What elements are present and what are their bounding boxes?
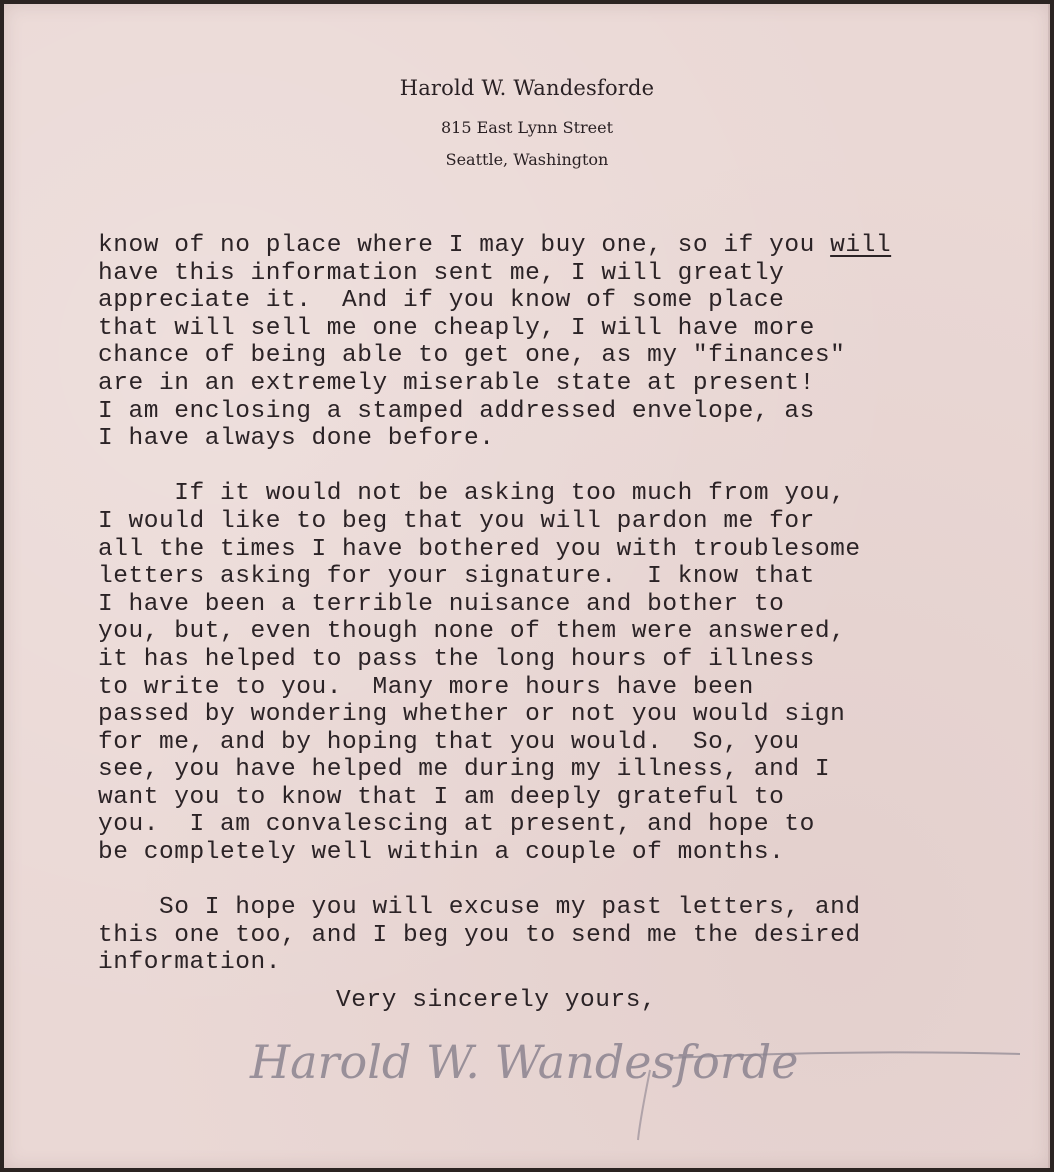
body-line: passed by wondering whether or not you would sign bbox=[98, 701, 846, 729]
body-line: for me, and by hoping that you would. So, you bbox=[98, 728, 800, 756]
underlined-word: will bbox=[830, 232, 892, 259]
letterhead-street: 815 East Lynn Street bbox=[440, 118, 614, 137]
body-line: have this information sent me, I will greatly bbox=[98, 259, 785, 287]
body-line: I have always done before. bbox=[98, 425, 495, 453]
body-line: it has helped to pass the long hours of illness bbox=[98, 645, 815, 673]
body-line: be completely well within a couple of months. bbox=[98, 839, 785, 867]
body-line: are in an extremely miserable state at present! bbox=[98, 369, 815, 397]
letterhead-name: Harold W. Wandesforde bbox=[399, 76, 655, 100]
body-line-text: know of no place where I may buy one, so if you bbox=[98, 232, 831, 259]
body-line bbox=[98, 232, 998, 260]
body-line: want you to know that I am deeply grateful to bbox=[98, 783, 785, 811]
body-line: you. I am convalescing at present, and hope to bbox=[98, 811, 815, 839]
body-line: I would like to beg that you will pardon me for bbox=[98, 507, 815, 535]
body-line: to write to you. Many more hours have been bbox=[98, 673, 754, 701]
body-line: this one too, and I beg you to send me the desired bbox=[98, 921, 861, 949]
letterhead-city: Seattle, Washington bbox=[445, 150, 609, 169]
body-line: appreciate it. And if you know of some place bbox=[98, 287, 785, 315]
paper-fold-edge bbox=[1048, 4, 1050, 1168]
body-line: chance of being able to get one, as my "finances" bbox=[98, 342, 846, 370]
paragraph-gap bbox=[98, 867, 998, 895]
body-line: letters asking for your signature. I know that bbox=[98, 563, 815, 591]
handwritten-signature bbox=[240, 1010, 1030, 1150]
body-line: So I hope you will excuse my past letters, and bbox=[98, 894, 861, 922]
body-line: see, you have helped me during my illness, and I bbox=[98, 756, 831, 784]
letter-body bbox=[98, 232, 998, 977]
paragraph-gap bbox=[98, 453, 998, 481]
body-line: I am enclosing a stamped addressed envelope, as bbox=[98, 397, 815, 425]
body-line: all the times I have bothered you with troublesome bbox=[98, 535, 861, 563]
body-line: I have been a terrible nuisance and bother to bbox=[98, 590, 785, 618]
body-line: that will sell me one cheaply, I will have more bbox=[98, 314, 815, 342]
signature-text: Harold W. Wandesforde bbox=[250, 1035, 799, 1089]
body-line: you, but, even though none of them were answered, bbox=[98, 618, 846, 646]
body-line: If it would not be asking too much from you, bbox=[98, 480, 846, 508]
body-line: information. bbox=[98, 949, 282, 977]
closing-salutation: Very sincerely yours, bbox=[336, 987, 657, 1014]
